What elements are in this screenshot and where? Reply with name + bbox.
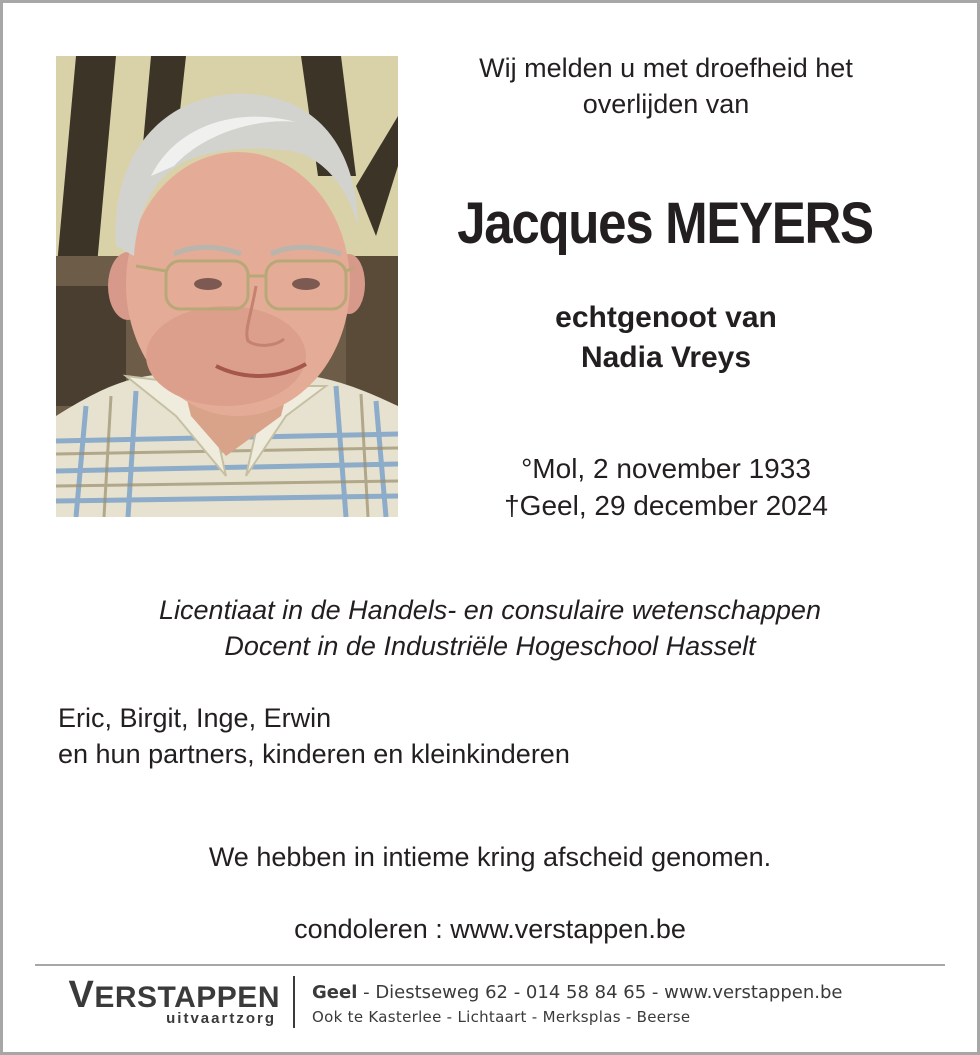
portrait-photo bbox=[56, 56, 398, 517]
announcement-line-2: overlijden van bbox=[582, 89, 750, 119]
deceased-name: Jacques MEYERS bbox=[457, 191, 873, 256]
logo-initial: V bbox=[68, 974, 95, 1016]
family-line-1: Eric, Birgit, Inge, Erwin bbox=[58, 703, 332, 733]
spouse-line-2: Nadia Vreys bbox=[580, 341, 752, 374]
spouse-line-1: echtgenoot van bbox=[555, 301, 777, 334]
title-line-2: Docent in de Industriële Hogeschool Hasselt bbox=[224, 631, 756, 661]
contact-details: - Diestseweg 62 - 014 58 84 65 - www.verstappen.be bbox=[357, 982, 843, 1003]
birth-date: °Mol, 2 november 1933 bbox=[521, 453, 811, 484]
announcement-line-1: Wij melden u met droefheid het bbox=[479, 53, 853, 83]
family-line-2: en hun partners, kinderen en kleinkinderen bbox=[58, 739, 570, 769]
contact-line bbox=[312, 982, 952, 1003]
announcement-text bbox=[421, 50, 911, 122]
professional-titles bbox=[0, 592, 980, 664]
farewell-text: We hebben in intieme kring afscheid genomen. bbox=[208, 842, 772, 872]
footer-divider bbox=[35, 964, 945, 966]
logo-subtitle: uitvaartzorg bbox=[166, 1010, 276, 1027]
life-dates bbox=[421, 450, 911, 524]
spouse-text bbox=[421, 298, 911, 378]
branches-line: Ook te Kasterlee - Lichtaart - Merksplas - Beerse bbox=[312, 1008, 691, 1026]
verstappen-logo bbox=[68, 974, 280, 1034]
family-members bbox=[58, 700, 918, 772]
title-line-1: Licentiaat in de Handels- en consulaire wetenschappen bbox=[159, 595, 821, 625]
condolences-text: condoleren : www.verstappen.be bbox=[294, 914, 686, 944]
logo-rest: ERSTAPPEN bbox=[94, 981, 280, 1014]
contact-city: Geel bbox=[312, 982, 358, 1003]
footer-separator bbox=[293, 976, 295, 1028]
death-date: †Geel, 29 december 2024 bbox=[504, 490, 828, 521]
